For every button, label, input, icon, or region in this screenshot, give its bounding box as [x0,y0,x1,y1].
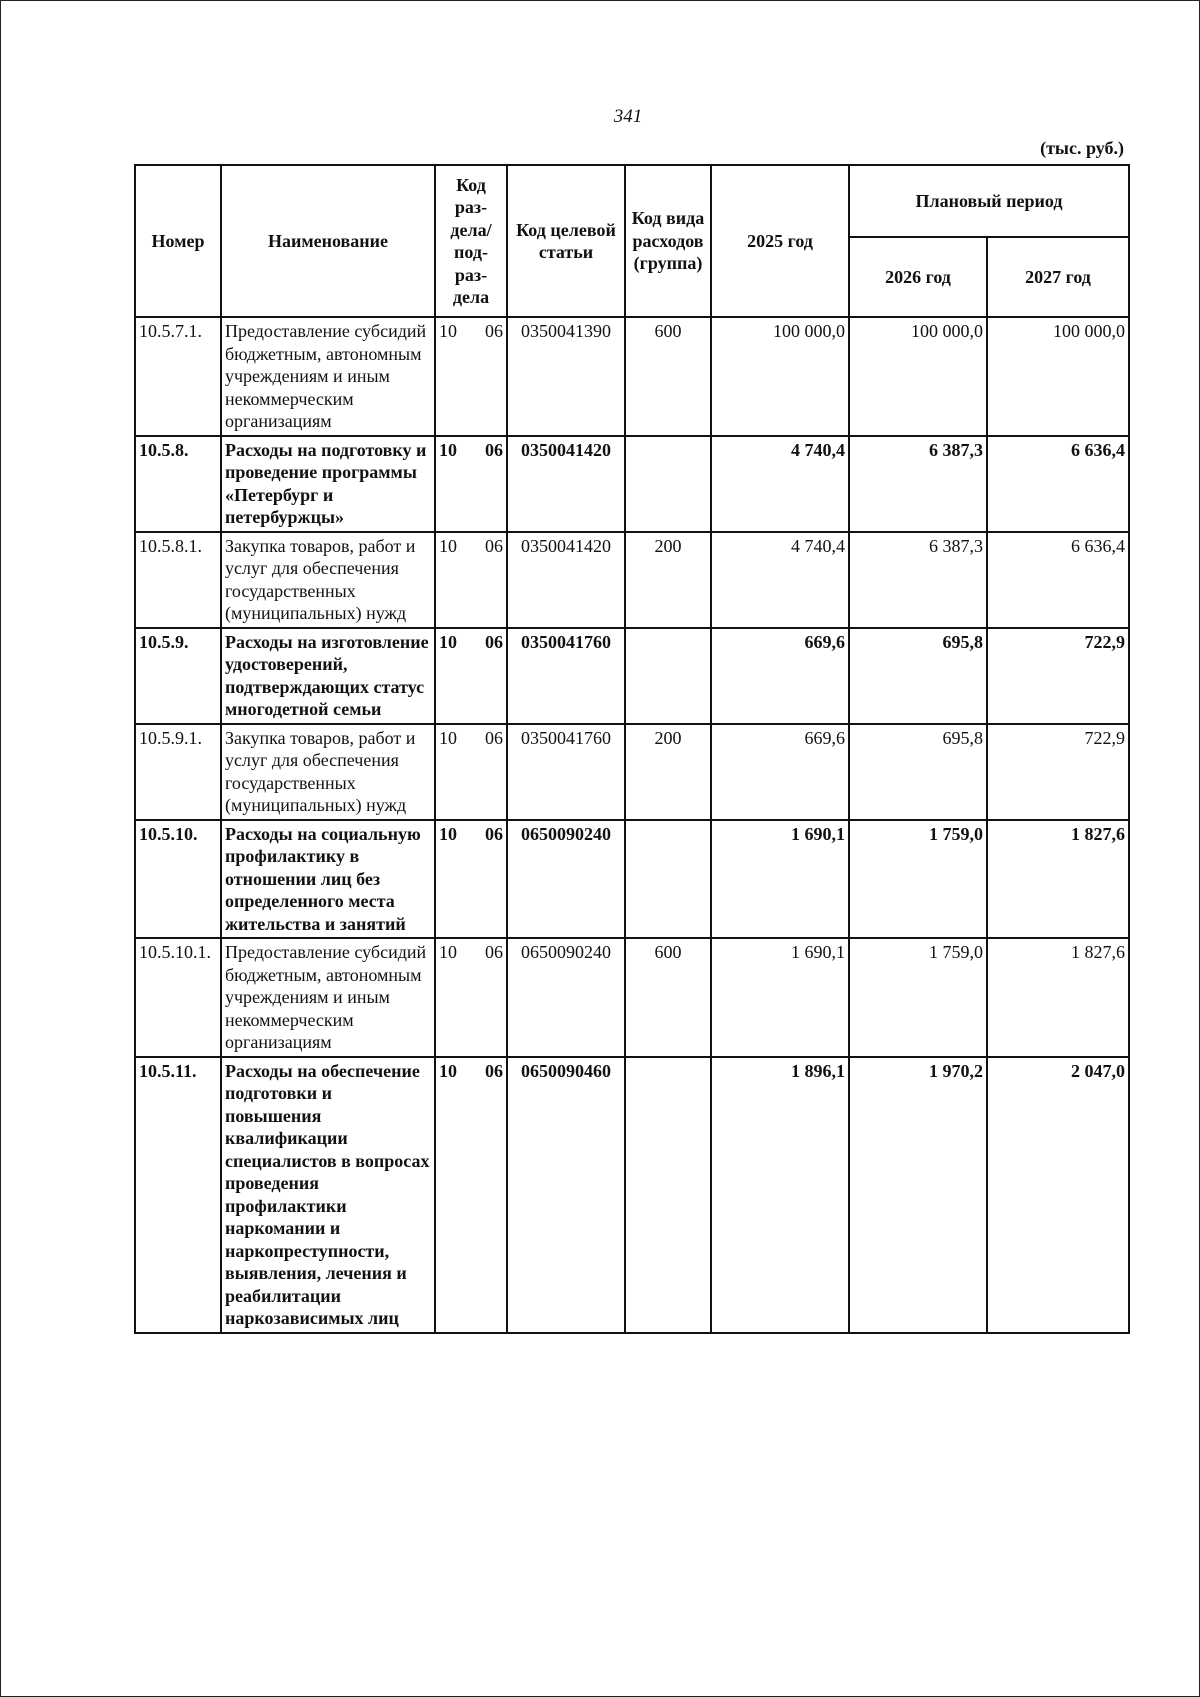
row-subsection: 06 [485,727,503,748]
row-expense-kind [625,820,711,939]
row-year-2027: 722,9 [987,628,1129,724]
table-row [135,724,1129,820]
row-name: Расходы на социальную профилактику в отношении лиц без определенного места жительства и занятий [221,820,435,939]
row-target-code: 0350041390 [507,317,625,436]
row-number: 10.5.7.1. [135,317,221,436]
page-number: 341 [613,106,643,127]
row-subsection: 06 [485,535,503,556]
row-name: Расходы на обеспечение подготовки и повышения квалификации специалистов в вопросах проведения профилактики наркомании и наркопреступности, выявления, лечения и реабилитации наркозависимых лиц [221,1057,435,1333]
row-name: Расходы на подготовку и проведение программы «Петербург и петербуржцы» [221,436,435,532]
row-year-2025: 4 740,4 [711,532,849,628]
row-subsection: 06 [485,439,503,460]
row-section-code [435,628,507,724]
row-subsection: 06 [485,942,503,962]
row-expense-kind: 600 [625,938,711,1057]
header-year-2027: 2027 год [987,237,1129,317]
row-subsection: 06 [485,321,503,341]
table-row [135,628,1129,724]
row-subsection: 06 [485,1060,503,1081]
row-section: 10 [439,631,457,652]
row-name: Расходы на изготовление удостоверений, подтверждающих статус многодетной семьи [221,628,435,724]
row-section: 10 [439,823,457,844]
row-number: 10.5.10.1. [135,938,221,1057]
row-target-code: 0350041420 [507,436,625,532]
row-subsection: 06 [485,631,503,652]
table-row [135,1057,1129,1333]
row-year-2026: 1 759,0 [849,820,987,939]
row-year-2026: 695,8 [849,628,987,724]
header-name: Наименование [221,165,435,317]
row-target-code: 0650090240 [507,820,625,939]
row-section-code [435,938,507,1057]
table-row [135,532,1129,628]
header-planning-period: Плановый период [849,165,1129,237]
row-expense-kind [625,436,711,532]
row-name: Предоставление субсидий бюджетным, автономным учреждениям и иным некоммерческим организациям [221,938,435,1057]
row-section-code [435,532,507,628]
row-year-2027: 1 827,6 [987,820,1129,939]
row-number: 10.5.8.1. [135,532,221,628]
row-section: 10 [439,439,457,460]
header-year-2026: 2026 год [849,237,987,317]
row-year-2025: 1 896,1 [711,1057,849,1333]
header-number: Номер [135,165,221,317]
header-expense-kind: Код вида расходов (группа) [625,165,711,317]
table-row [135,436,1129,532]
row-year-2026: 1 759,0 [849,938,987,1057]
budget-table [134,164,1130,1334]
row-year-2027: 100 000,0 [987,317,1129,436]
row-year-2027: 1 827,6 [987,938,1129,1057]
row-year-2025: 669,6 [711,628,849,724]
row-expense-kind [625,1057,711,1333]
header-year-2025: 2025 год [711,165,849,317]
row-section-code [435,317,507,436]
row-subsection: 06 [485,823,503,844]
unit-label: (тыс. руб.) [1040,138,1124,158]
row-year-2026: 6 387,3 [849,436,987,532]
row-year-2026: 100 000,0 [849,317,987,436]
row-year-2026: 1 970,2 [849,1057,987,1333]
row-number: 10.5.8. [135,436,221,532]
row-target-code: 0350041760 [507,628,625,724]
row-expense-kind [625,628,711,724]
row-target-code: 0350041420 [507,532,625,628]
header-section-code: Код раз- дела/ под- раз- дела [435,165,507,317]
row-expense-kind: 200 [625,724,711,820]
row-year-2027: 2 047,0 [987,1057,1129,1333]
row-year-2027: 722,9 [987,724,1129,820]
header-target-code: Код целевой статьи [507,165,625,317]
row-name: Закупка товаров, работ и услуг для обеспечения государственных (муниципальных) нужд [221,532,435,628]
row-number: 10.5.9.1. [135,724,221,820]
row-name: Предоставление субсидий бюджетным, автономным учреждениям и иным некоммерческим организациям [221,317,435,436]
row-section: 10 [439,942,457,962]
row-target-code: 0350041760 [507,724,625,820]
row-expense-kind: 200 [625,532,711,628]
row-name: Закупка товаров, работ и услуг для обеспечения государственных (муниципальных) нужд [221,724,435,820]
row-section: 10 [439,535,457,556]
row-number: 10.5.9. [135,628,221,724]
table-body [135,317,1129,1333]
row-year-2026: 6 387,3 [849,532,987,628]
row-year-2027: 6 636,4 [987,532,1129,628]
row-year-2025: 1 690,1 [711,938,849,1057]
row-year-2025: 4 740,4 [711,436,849,532]
table-row [135,938,1129,1057]
row-year-2025: 100 000,0 [711,317,849,436]
row-number: 10.5.10. [135,820,221,939]
row-expense-kind: 600 [625,317,711,436]
row-section-code [435,436,507,532]
row-section-code [435,724,507,820]
row-year-2025: 669,6 [711,724,849,820]
row-section: 10 [439,321,457,341]
row-section-code [435,820,507,939]
row-section: 10 [439,727,457,748]
row-section-code [435,1057,507,1333]
row-target-code: 0650090240 [507,938,625,1057]
row-target-code: 0650090460 [507,1057,625,1333]
row-year-2025: 1 690,1 [711,820,849,939]
row-year-2026: 695,8 [849,724,987,820]
table-row [135,820,1129,939]
row-number: 10.5.11. [135,1057,221,1333]
table-row [135,317,1129,436]
row-section: 10 [439,1060,457,1081]
row-year-2027: 6 636,4 [987,436,1129,532]
